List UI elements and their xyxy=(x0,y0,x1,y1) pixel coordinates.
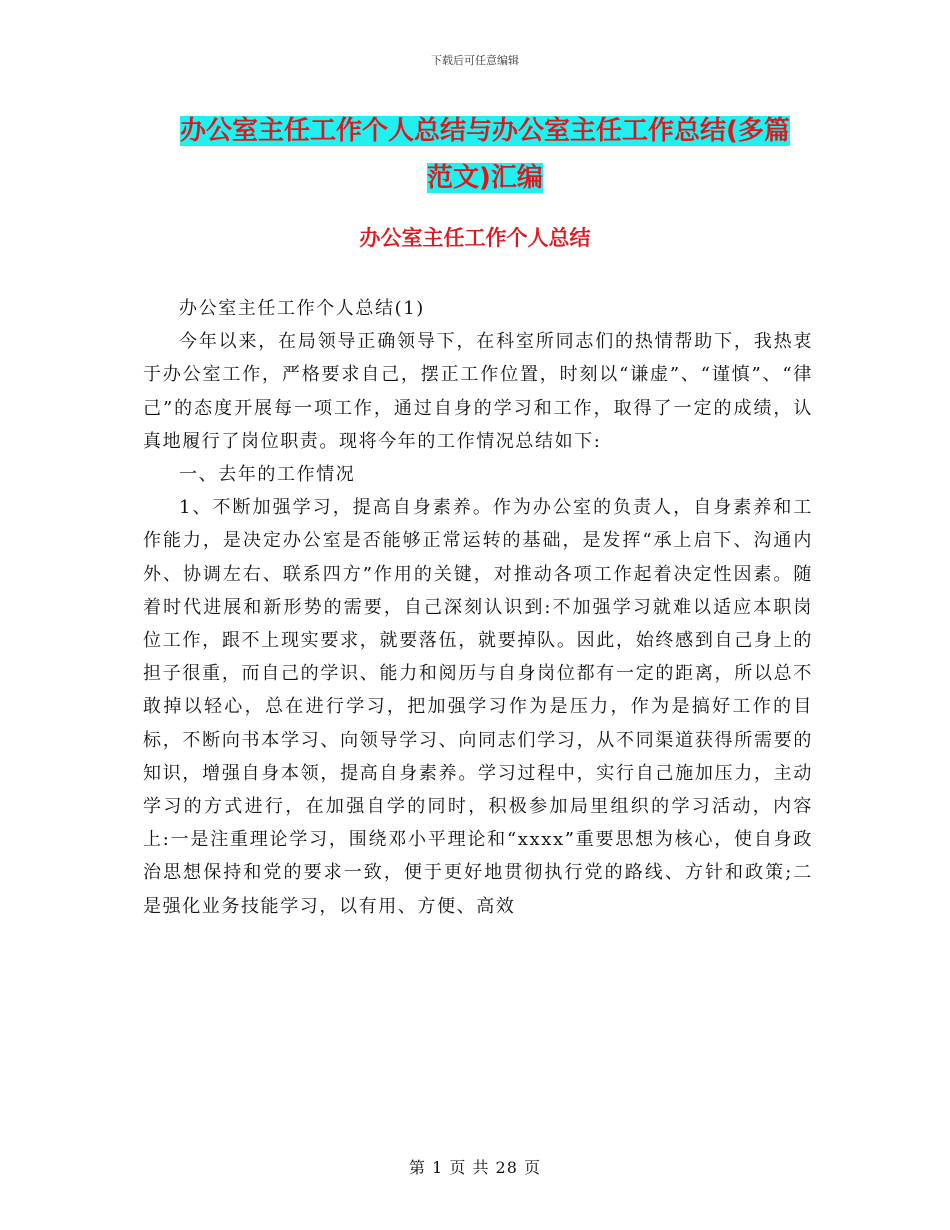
paragraph: 今年以来，在局领导正确领导下，在科室所同志们的热情帮助下，我热衷于办公室工作，严格要求自己，摆正工作位置，时刻以“谦虚”、“谨慎”、“律己”的态度开展每一项工作，通过自身的学习和工作，取得了一定的成绩，认真地履行了岗位职责。现将今年的工作情况总结如下: xyxy=(143,331,813,452)
paragraph: 办公室主任工作个人总结(1) xyxy=(179,298,425,319)
title-line-2: 范文)汇编 xyxy=(427,163,543,193)
body-text xyxy=(143,292,813,923)
title-line-1: 办公室主任工作个人总结与办公室主任工作总结(多篇 xyxy=(180,116,790,146)
header-note: 下载后可任意编辑 xyxy=(431,54,519,67)
paragraph: 1、不断加强学习，提高自身素养。作为办公室的负责人，自身素养和工作能力，是决定办公室是否能够正常运转的基础，是发挥“承上启下、沟通内外、协调左右、联系四方”作用的关键，对推动各项工作起着决定性因素。随着时代进展和新形势的需要，自己深刻认识到:不加强学习就难以适应本职岗位工作，跟不上现实要求，就要落伍，就要掉队。因此，始终感到自己身上的担子很重，而自己的学识、能力和阅历与自身岗位都有一定的距离，所以总不敢掉以轻心，总在进行学习，把加强学习作为是压力，作为是搞好工作的目标，不断向书本学习、向领导学习、向同志们学习，从不同渠道获得所需要的知识，增强自身本领，提高自身素养。学习过程中，实行自己施加压力，主动学习的方式进行，在加强自学的同时，积极参加局里组织的学习活动，内容上:一是注重理论学习，围绕邓小平理论和“xxxx”重要思想为核心，使自身政治思想保持和党的要求一致，便于更好地贯彻执行党的路线、方针和政策;二是强化业务技能学习，以有用、方便、高效 xyxy=(143,497,813,917)
document-title xyxy=(140,108,830,202)
paragraph: 一、去年的工作情况 xyxy=(179,464,356,486)
page-footer: 第 1 页 共 28 页 xyxy=(409,1158,541,1177)
section-heading: 办公室主任工作个人总结 xyxy=(359,226,591,250)
